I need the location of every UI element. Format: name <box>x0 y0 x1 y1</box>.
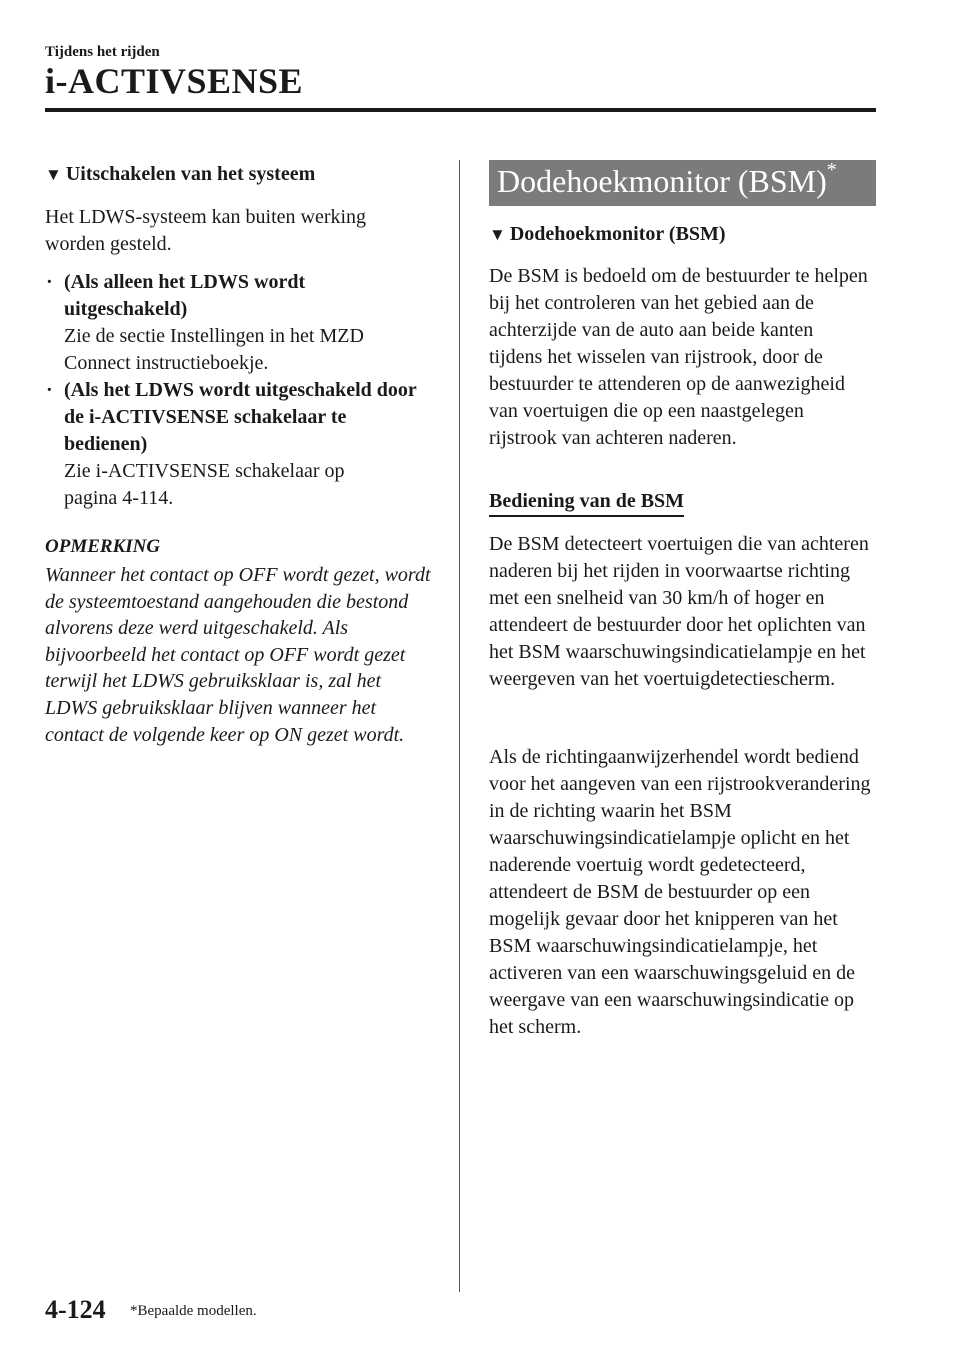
bullet-text: Zie i-ACTIVSENSE schakelaar op pagina 4-114. <box>64 460 345 509</box>
column-divider <box>459 160 460 1292</box>
bsm-operation-text-1: De BSM detecteert voertuigen die van achteren naderen bij het rijden in voorwaartse richting met een snelheid van 30 km/h of hoger en attendeert de bestuurder door het oplichten van het BSM waarschuwingsindicatielampje en het weergeven van het voertuigdetectiescherm. <box>489 533 869 690</box>
triangle-marker-icon: ▼ <box>45 165 62 184</box>
page-number: 4-124 <box>45 1295 106 1324</box>
footnote: *Bepaalde modellen. <box>130 1303 257 1319</box>
bsm-banner-title: Dodehoekmonitor (BSM) <box>497 163 827 199</box>
subheading-bediening: Bediening van de BSM <box>489 490 684 517</box>
header-rule <box>45 108 876 112</box>
intro-text: Het LDWS-systeem kan buiten werking worden gesteld. <box>45 206 367 255</box>
chapter-title: i-ACTIVSENSE <box>45 61 304 101</box>
section-label: Tijdens het rijden <box>45 44 160 60</box>
note-text: Wanneer het contact op OFF wordt gezet, wordt de systeemtoestand aangehouden die bestond alvorens deze werd uitgeschakeld. Als bijvoorbeeld het contact op OFF wordt gezet terwijl het LDWS gebruiksklaar is, zal het LDWS gebruiksklaar blijven wanneer het contact de volgende keer op ON gezet wordt. <box>45 564 431 746</box>
bullet-icon: · <box>46 379 53 401</box>
bsm-section-banner <box>489 160 876 206</box>
bsm-intro-text: De BSM is bedoeld om de bestuurder te helpen bij het controleren van het gebied aan de achterzijde van de auto aan beide kanten tijdens het wisselen van rijstrook, door de bestuurder te attenderen op de aanwezigheid van voertuigen die op een naastgelegen rijstrook van achteren naderen. <box>489 265 868 449</box>
bullet-title: (Als alleen het LDWS wordt uitgeschakeld) <box>64 271 306 320</box>
section-heading-uitschakelen: ▼ Uitschakelen van het systeem <box>45 163 316 185</box>
bullet-title: (Als het LDWS wordt uitgeschakeld door de i-ACTIVSENSE schakelaar te bedienen) <box>64 379 417 455</box>
list-item <box>45 377 437 512</box>
optional-equipment-marker: * <box>826 159 837 181</box>
list-item <box>45 269 437 377</box>
bullet-text: Zie de sectie Instellingen in het MZD Connect instructieboekje. <box>64 325 364 374</box>
section-heading-bsm: ▼ Dodehoekmonitor (BSM) <box>489 223 726 245</box>
bullet-icon: · <box>46 271 53 293</box>
note-title: OPMERKING <box>45 536 161 557</box>
triangle-marker-icon: ▼ <box>489 225 506 244</box>
bsm-operation-text-2: Als de richtingaanwijzerhendel wordt bediend voor het aangeven van een rijstrookverandering in de richting waarin het BSM waarschuwingsindicatielampje oplicht en het naderende voertuig wordt gedetecteerd, attendeert de BSM de bestuurder op een mogelijk gevaar door het knipperen van het BSM waarschuwingsindicatielampje, het activeren van een waarschuwingsgeluid en de weergave van een waarschuwingsindicatie op het scherm. <box>489 746 871 1038</box>
